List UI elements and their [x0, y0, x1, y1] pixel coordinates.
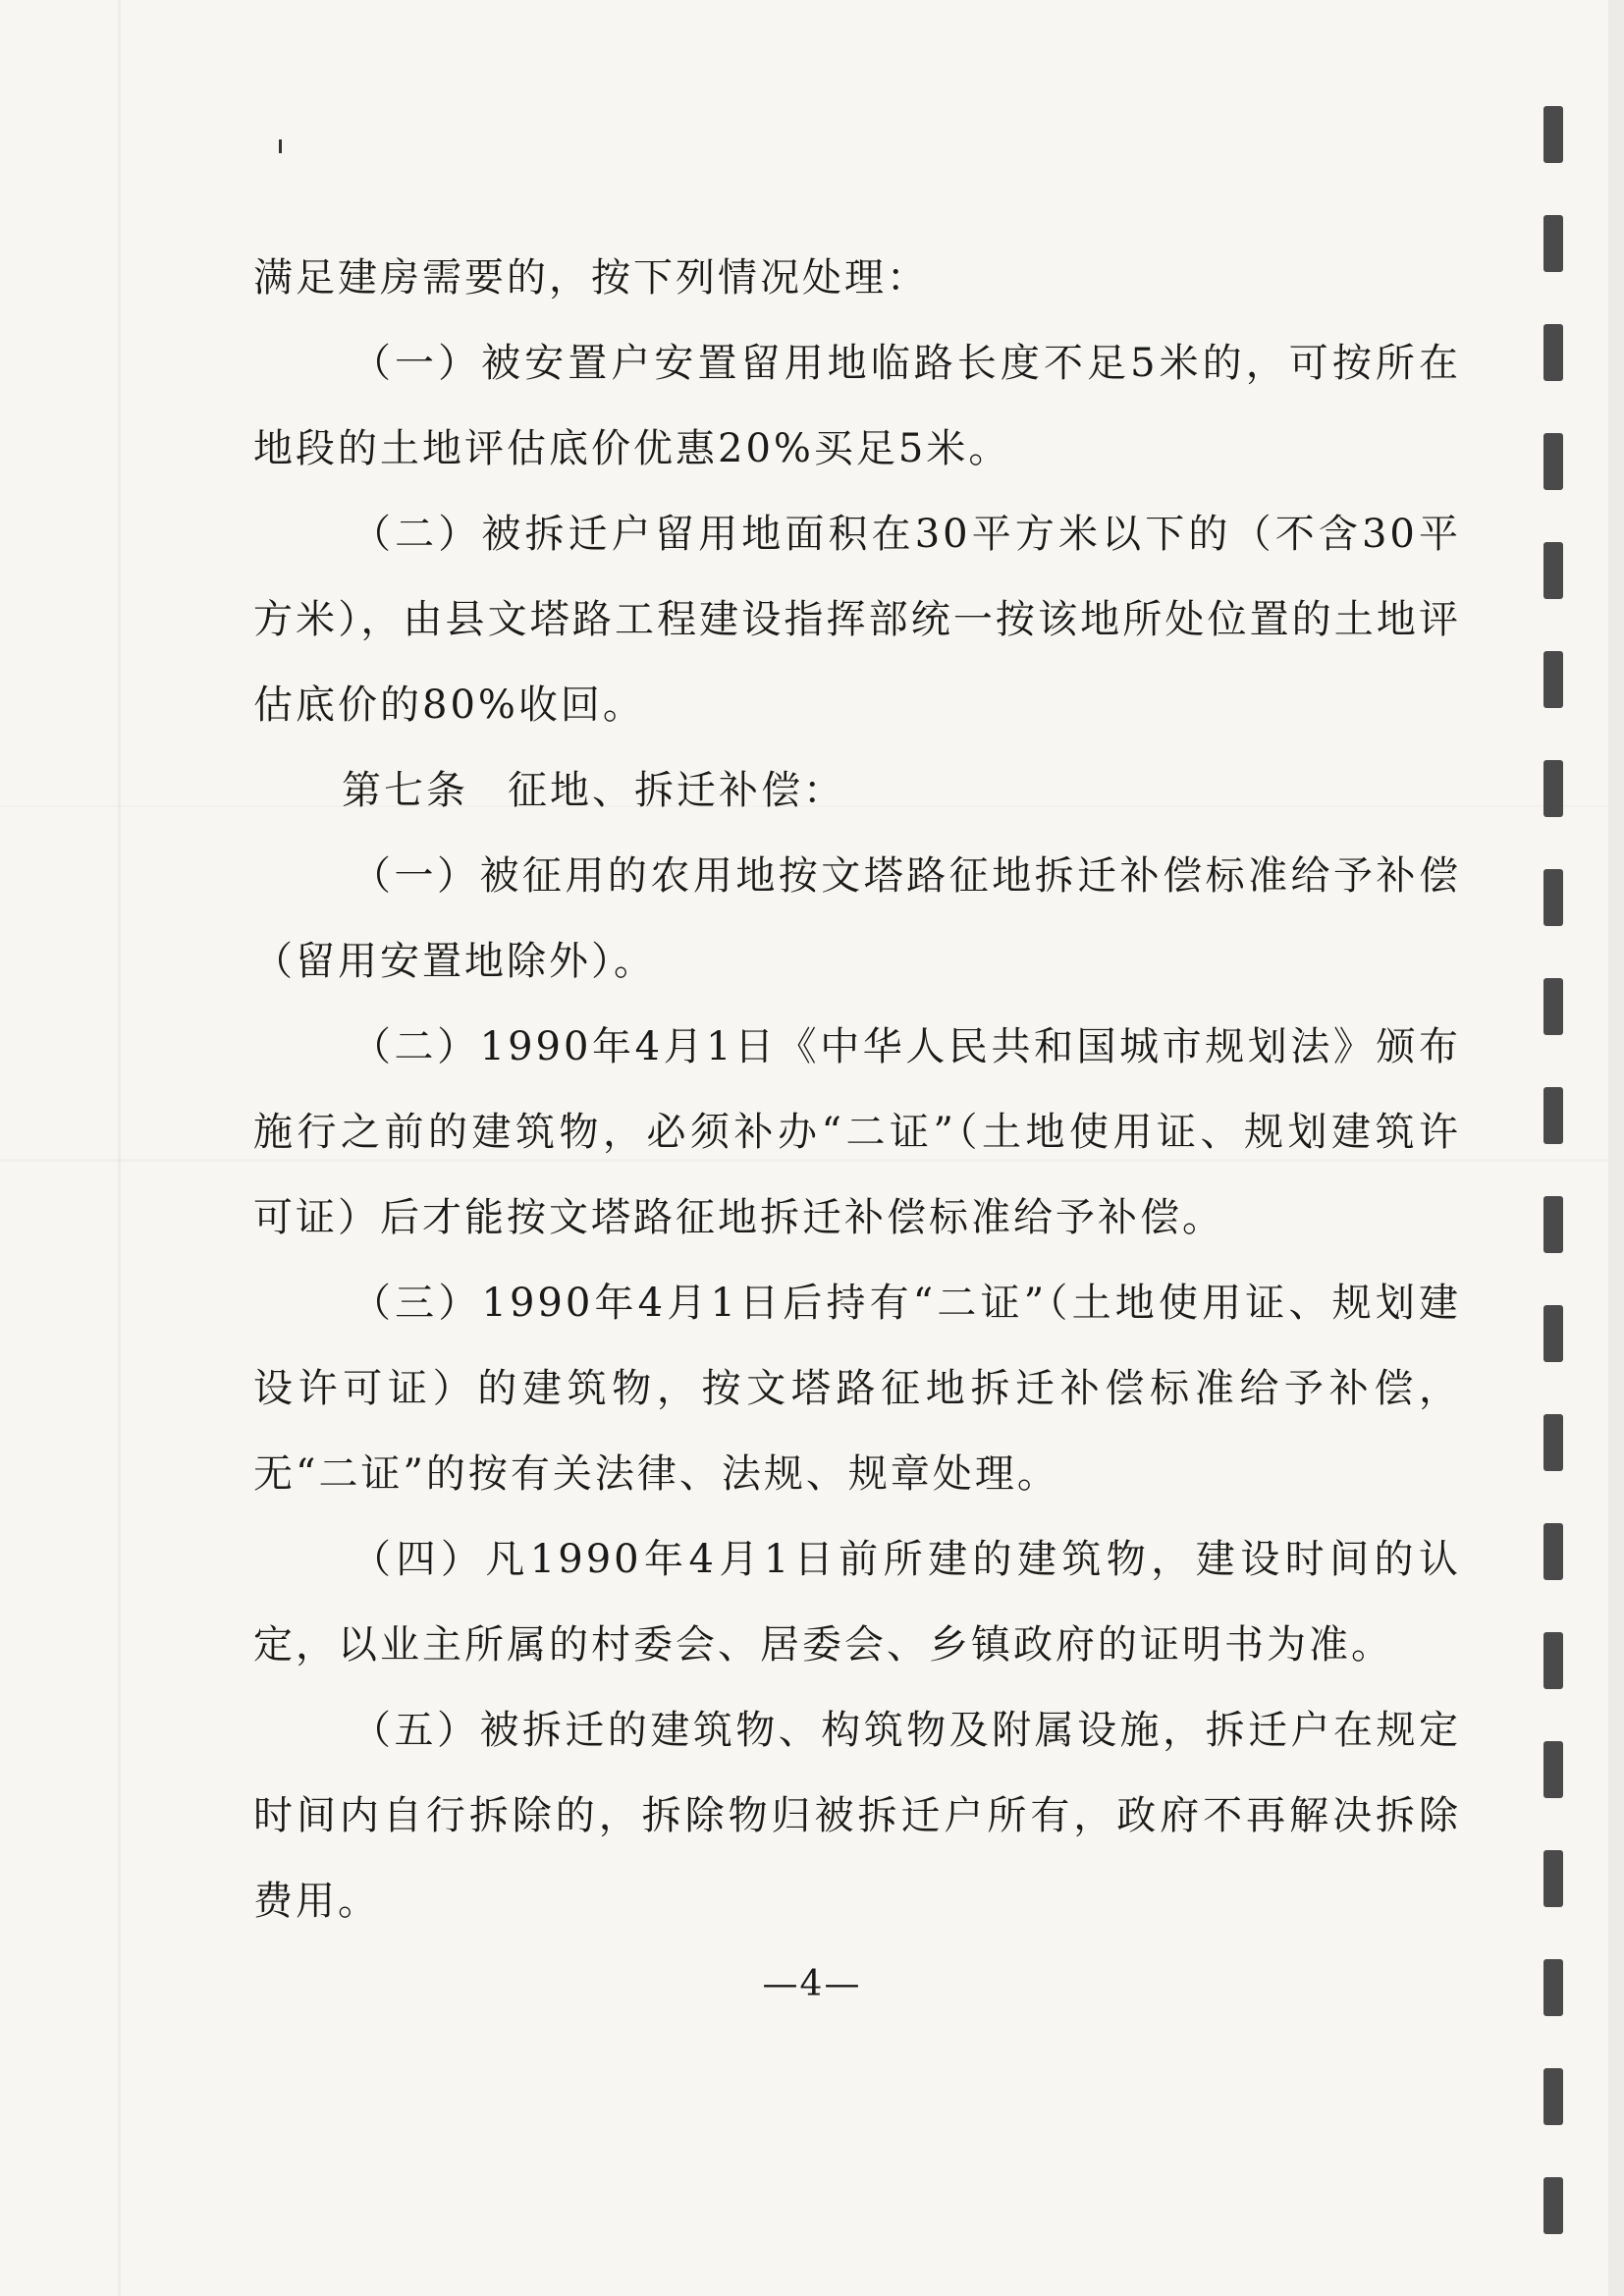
binding-hole — [1543, 1632, 1563, 1689]
binding-hole — [1543, 1959, 1563, 2016]
paper-crease — [118, 0, 121, 2296]
binding-hole — [1543, 106, 1563, 163]
binding-hole — [1543, 1523, 1563, 1580]
document-body — [253, 236, 1461, 1944]
binding-hole — [1543, 651, 1563, 708]
binding-hole — [1543, 869, 1563, 926]
paragraph-article7-clause-4: （四）凡1990年4月1日前所建的建筑物，建设时间的认定，以业主所属的村委会、居委会、乡镇政府的证明书为准。 — [253, 1537, 1461, 1667]
article-label: 第七条 — [342, 768, 468, 813]
paragraph-clause-2: （二）被拆迁户留用地面积在30平方米以下的（不含30平方米），由县文塔路工程建设指挥部统一按该地所处位置的土地评估底价的80%收回。 — [253, 512, 1461, 728]
binding-hole — [1543, 2177, 1563, 2234]
article-heading — [253, 748, 1461, 834]
binding-hole — [1543, 433, 1563, 490]
page-edge — [1608, 0, 1624, 2296]
paragraph-article7-clause-1: （一）被征用的农用地按文塔路征地拆迁补偿标准给予补偿（留用安置地除外）。 — [253, 853, 1461, 984]
binding-hole — [1543, 2068, 1563, 2125]
binding-hole — [1543, 1850, 1563, 1907]
binding-hole — [1543, 760, 1563, 817]
page-number: —4— — [762, 1964, 862, 2004]
binding-holes — [1543, 106, 1565, 2267]
binding-hole — [1543, 1414, 1563, 1471]
binding-hole — [1543, 1087, 1563, 1144]
paragraph-article7-clause-3: （三）1990年4月1日后持有“二证”（土地使用证、规划建设许可证）的建筑物，按文塔路征地拆迁补偿标准给予补偿，无“二证”的按有关法律、法规、规章处理。 — [253, 1281, 1461, 1497]
binding-hole — [1543, 1196, 1563, 1253]
article-title: 征地、拆迁补偿： — [508, 768, 845, 813]
binding-hole — [1543, 542, 1563, 599]
binding-hole — [1543, 978, 1563, 1035]
binding-hole — [1543, 1741, 1563, 1798]
stray-ink-mark — [279, 139, 282, 153]
paragraph-continuation: 满足建房需要的，按下列情况处理： — [253, 255, 929, 301]
binding-hole — [1543, 1305, 1563, 1362]
paragraph-clause-1: （一）被安置户安置留用地临路长度不足5米的，可按所在地段的土地评估底价优惠20%买足5米。 — [253, 341, 1461, 471]
binding-hole — [1543, 324, 1563, 381]
paragraph-article7-clause-2: （二）1990年4月1日《中华人民共和国城市规划法》颁布施行之前的建筑物，必须补办“二证”（土地使用证、规划建筑许可证）后才能按文塔路征地拆迁补偿标准给予补偿。 — [253, 1024, 1461, 1240]
paragraph-article7-clause-5: （五）被拆迁的建筑物、构筑物及附属设施，拆迁户在规定时间内自行拆除的，拆除物归被拆迁户所有，政府不再解决拆除费用。 — [253, 1708, 1461, 1924]
binding-hole — [1543, 215, 1563, 272]
